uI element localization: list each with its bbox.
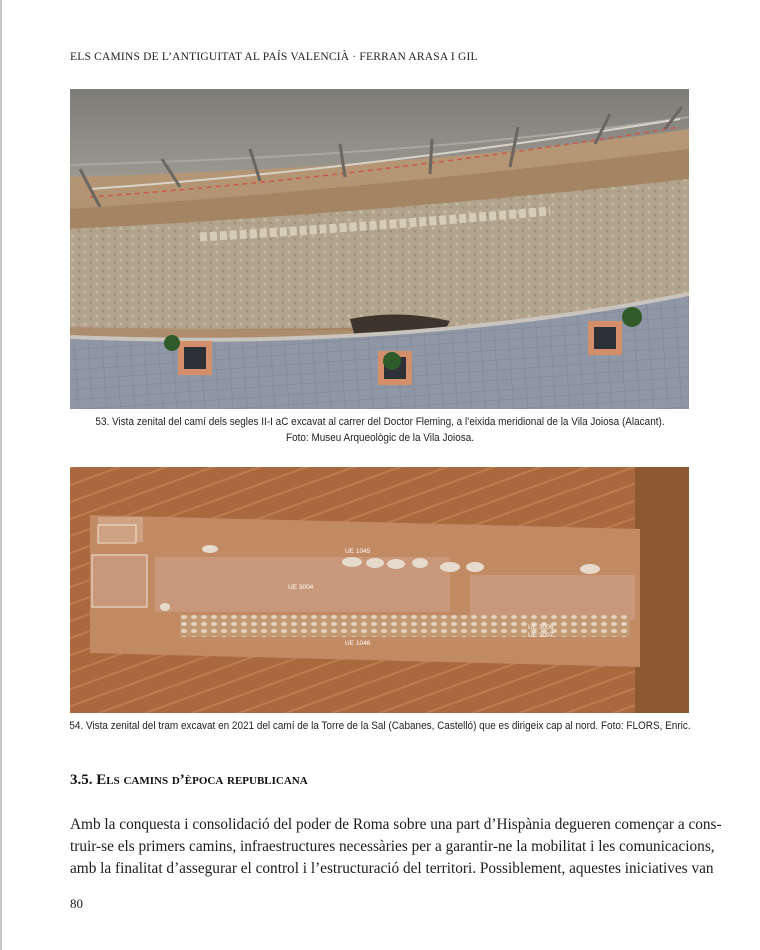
figure-53-photo (70, 89, 689, 409)
section-title-initial: E (96, 772, 107, 788)
figure-54-photo (70, 467, 689, 713)
ue-label-1046: UE 1046 (345, 640, 371, 647)
ue-label-3004: UE 3004 (288, 584, 314, 591)
body-paragraph (70, 814, 722, 880)
section-title-rest: ls camins d’època republicana (106, 772, 308, 788)
body-line: amb la finalitat d’assegurar el control i l’estructuració del territori. Possiblement, aquestes iniciatives van (70, 860, 714, 877)
figure-53-caption-line2: Foto: Museu Arqueològic de la Vila Joiosa. (285, 432, 475, 444)
figure-53-caption-line1: 53. Vista zenital del camí dels segles II-I aC excavat al carrer del Doctor Fleming, a l’eixida meridional de la Vila Joiosa (Alacant). (95, 416, 665, 428)
figure-54-caption (51, 718, 709, 734)
body-line: Amb la conquesta i consolidació del poder de Roma sobre una part d’Hispània degueren començar a cons- (70, 816, 722, 833)
section-number: 3.5. (70, 772, 93, 788)
running-header: ELS CAMINS DE L’ANTIGUITAT AL PAÍS VALENCIÀ · FERRAN ARASA I GIL (70, 51, 478, 63)
section-title (96, 772, 307, 788)
page-edge (0, 0, 2, 950)
ue-label-3007: UE 3007 (528, 632, 554, 639)
ue-label-1045: UE 1045 (345, 548, 371, 555)
body-line: truir-se els primers camins, infraestructures necessàries per a garantir-ne la mobilitat i les comunicacions, (70, 838, 715, 855)
page-number: 80 (70, 896, 83, 911)
ue-label-3006: UE 3006 (528, 624, 554, 631)
figure-53-caption (70, 414, 690, 446)
section-heading (70, 772, 308, 789)
figure-54-caption-line1: 54. Vista zenital del tram excavat en 2021 del camí de la Torre de la Sal (Cabanes, Castelló) que es dirigeix cap al nord. Foto: FLORS, Enric. (69, 720, 691, 732)
